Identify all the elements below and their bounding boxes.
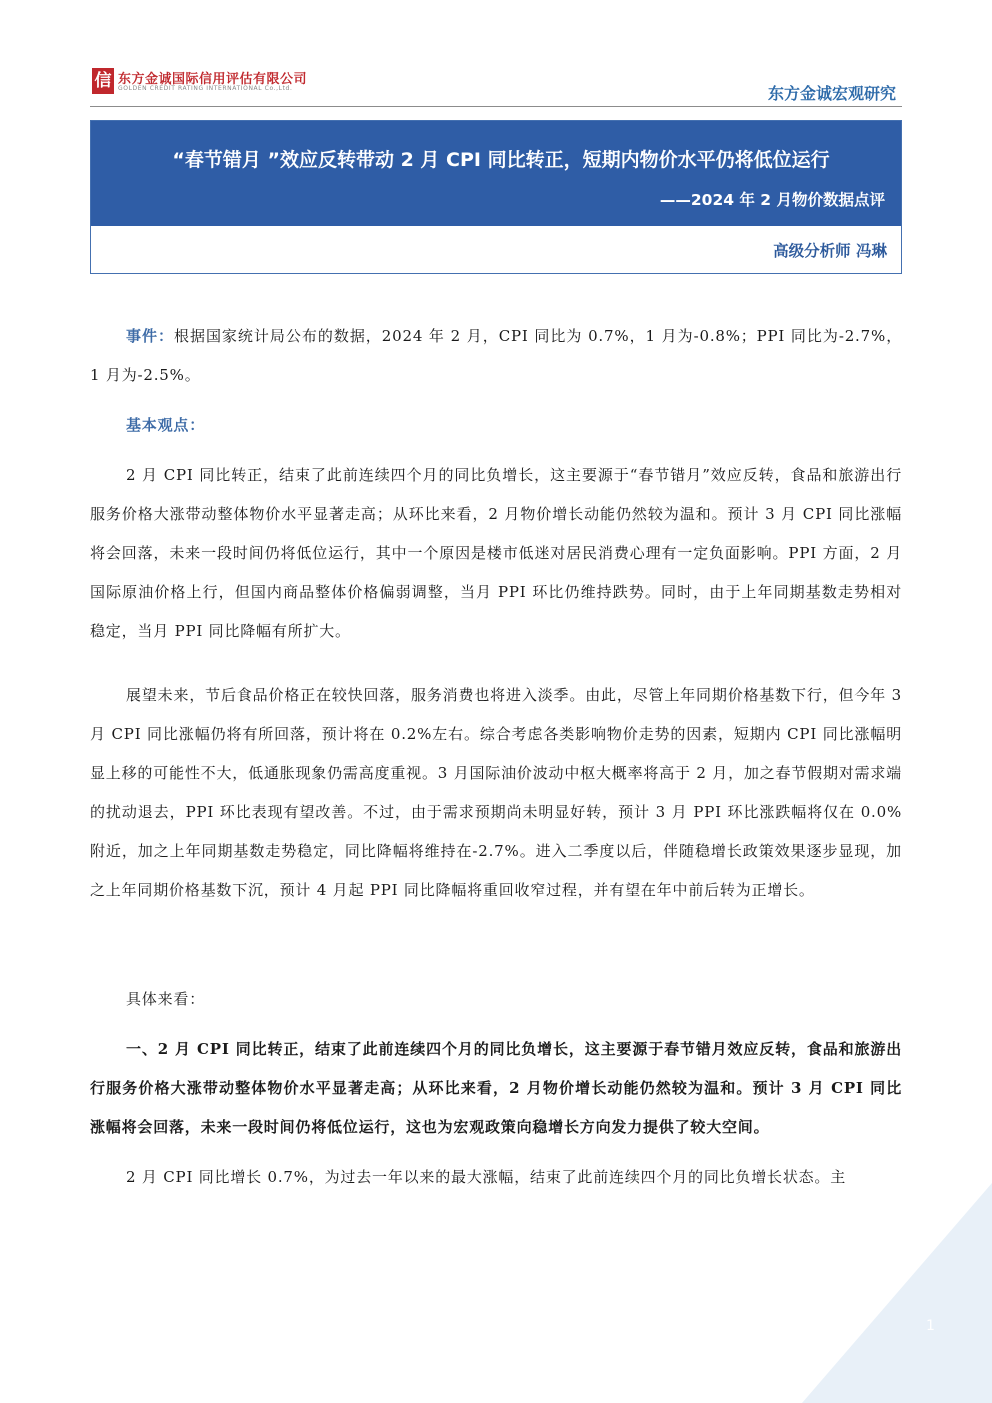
- event-label: 事件：: [126, 327, 174, 345]
- company-name-en: GOLDEN CREDIT RATING INTERNATIONAL Co.,Ltd.: [118, 85, 293, 92]
- page-header: [0, 0, 992, 110]
- event-paragraph: [90, 317, 902, 395]
- report-subtitle: ——2024 年 2 月物价数据点评: [659, 191, 885, 209]
- analyst-name: 高级分析师 冯琳: [773, 242, 887, 260]
- logo-mark-icon: 信: [92, 68, 114, 94]
- company-logo: [92, 68, 342, 98]
- event-text: 根据国家统计局公布的数据，2024 年 2 月，CPI 同比为 0.7%，1 月为-0.8%；PPI 同比为-2.7%，1 月为-2.5%。: [90, 327, 902, 384]
- title-box: [90, 120, 902, 274]
- header-divider: [90, 106, 902, 107]
- section-1-heading: 一、2 月 CPI 同比转正，结束了此前连续四个月的同比负增长，这主要源于春节错月效应反转，食品和旅游出行服务价格大涨带动整体物价水平显著走高；从环比来看，2 月物价增长动能仍然较为温和。预计 3 月 CPI 同比涨幅将会回落，未来一段时间仍将低位运行，这也为宏观政策向稳增长方向发力提供了较大空间。: [90, 1040, 902, 1136]
- title-band: [91, 121, 901, 226]
- company-name: 东方金诚国际信用评估有限公司: [118, 72, 308, 87]
- report-body: [90, 317, 902, 1197]
- corner-decoration: [802, 1183, 992, 1403]
- report-title: “春节错月 ”效应反转带动 2 月 CPI 同比转正，短期内物价水平仍将低位运行: [172, 149, 830, 171]
- view-paragraph-1: 2 月 CPI 同比转正，结束了此前连续四个月的同比负增长，这主要源于“春节错月”效应反转，食品和旅游出行服务价格大涨带动整体物价水平显著走高；从环比来看，2 月物价增长动能仍然较为温和。预计 3 月 CPI 同比涨幅将会回落，未来一段时间仍将低位运行，其中一个原因是楼市低迷对居民消费心理有一定负面影响。PPI 方面，2 月国际原油价格上行，但国内商品整体价格偏弱调整，当月 PPI 环比仍维持跌势。同时，由于上年同期基数走势相对稳定，当月 PPI 同比降幅有所扩大。: [90, 466, 902, 640]
- section-1-paragraph: 2 月 CPI 同比增长 0.7%，为过去一年以来的最大涨幅，结束了此前连续四个月的同比负增长状态。主: [126, 1168, 847, 1186]
- research-brand: 东方金诚宏观研究: [767, 84, 896, 103]
- view-label: 基本观点：: [126, 416, 206, 434]
- page-number: 1: [926, 1318, 935, 1334]
- detail-label: 具体来看：: [126, 990, 206, 1008]
- view-paragraph-2: 展望未来，节后食品价格正在较快回落，服务消费也将进入淡季。由此，尽管上年同期价格基数下行，但今年 3 月 CPI 同比涨幅仍将有所回落，预计将在 0.2%左右。综合考虑各类影响物价走势的因素，短期内 CPI 同比涨幅明显上移的可能性不大，低通胀现象仍需高度重视。3 月国际油价波动中枢大概率将高于 2 月，加之春节假期对需求端的扰动退去，PPI 环比表现有望改善。不过，由于需求预期尚未明显好转，预计 3 月 PPI 环比涨跌幅将仅在 0.0%附近，加之上年同期基数走势稳定，同比降幅将维持在-2.7%。进入二季度以后，伴随稳增长政策效果逐步显现，加之上年同期价格基数下沉，预计 4 月起 PPI 同比降幅将重回收窄过程，并有望在年中前后转为正增长。: [90, 686, 902, 899]
